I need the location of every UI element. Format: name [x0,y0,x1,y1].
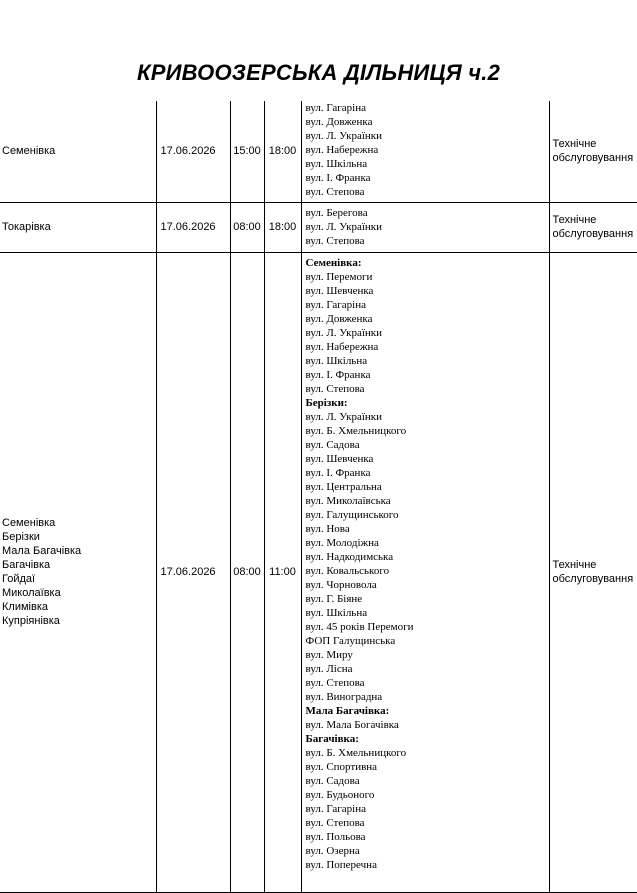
village-heading: Семенівка: [305,256,362,269]
end-time-cell: 11:00 [264,252,301,892]
street-item: вул. Л. Українки [305,410,383,423]
street-item: вул. Л. Українки [305,220,383,233]
street-item: вул. Виноградна [305,690,383,703]
work-type-cell: Технічне обслуговування [549,101,637,202]
street-item: вул. Галущинського [305,508,399,521]
street-item: вул. Л. Українки [305,130,383,142]
location-cell: Семенівка [0,101,156,202]
streets-cell [301,252,549,892]
street-item: вул. Берегова [305,206,368,219]
street-item: вул. Польова [305,830,366,843]
page-title: КРИВООЗЕРСЬКА ДІЛЬНИЦЯ ч.2 [136,60,501,85]
date-cell: 17.06.2026 [156,202,230,252]
street-item: вул. І. Франка [305,466,371,479]
end-time-cell: 18:00 [264,202,301,252]
street-item: вул. Садова [305,438,360,451]
street-item: вул. Мала Богачівка [305,718,399,731]
street-item: вул. Гагаріна [305,802,367,815]
start-time-cell: 08:00 [230,252,264,892]
street-item: вул. 45 років Перемоги [305,620,414,633]
street-item: вул. Довженка [305,116,373,128]
street-item: вул. Довженка [305,312,373,325]
village-heading: Багачівка: [305,732,359,745]
start-time-cell: 08:00 [230,202,264,252]
street-item: вул. І. Франка [305,368,371,381]
location-item: Семенівка [2,517,56,529]
street-item: вул. Ковальського [305,564,390,577]
table-row [0,101,637,202]
table-row [0,252,637,892]
street-item: ФОП Галущинська [305,634,396,647]
street-item: вул. Гагаріна [305,102,367,114]
location-item: Миколаївка [2,587,61,599]
street-item: вул. Миру [305,648,353,661]
street-item: вул. Молодіжна [305,536,379,549]
street-item: вул. Садова [305,774,360,787]
street-item: вул. Степова [305,676,365,689]
location-item: Берізки [2,531,40,543]
street-item: вул. Л. Українки [305,326,383,339]
street-item: вул. Б. Хмельницкого [305,424,407,437]
street-item: вул. Перемоги [305,270,373,283]
location-item: Багачівка [2,559,51,571]
streets-cell [301,202,549,252]
street-item: вул. Будьоного [305,788,375,801]
street-item: вул. Чорновола [305,578,377,591]
location-item: Гойдаї [2,573,36,585]
street-item: вул. Спортивна [305,760,378,773]
street-item: вул. Степова [305,816,365,829]
location-item: Мала Багачівка [2,545,82,557]
street-item: вул. Г. Біяне [305,592,363,605]
location-cell: Токарівка [0,202,156,252]
village-heading: Берізки: [305,396,348,409]
start-time-cell: 15:00 [230,101,264,202]
street-item: вул. Б. Хмельницкого [305,746,407,759]
street-item: вул. Миколаївська [305,494,391,507]
location-item: Климівка [2,601,48,613]
work-type-cell: Технічне обслуговування [549,202,637,252]
street-item: вул. Шкільна [305,354,368,367]
street-item: вул. Набережна [305,144,379,156]
street-item: вул. Шевченка [305,284,374,297]
street-item: вул. Степова [305,234,365,247]
work-type-cell: Технічне обслуговування [549,252,637,892]
street-item: вул. Степова [305,382,365,395]
street-item: вул. Озерна [305,844,360,857]
street-item: вул. Поперечна [305,858,377,871]
street-item: вул. І. Франка [305,172,371,184]
street-item: вул. Центральна [305,480,382,493]
street-item: вул. Нова [305,522,350,535]
end-time-cell: 18:00 [264,101,301,202]
street-item: вул. Шкільна [305,606,368,619]
date-cell: 17.06.2026 [156,252,230,892]
date-cell: 17.06.2026 [156,101,230,202]
location-item: Купріянівка [2,615,60,627]
village-heading: Мала Багачівка: [305,704,390,717]
street-item: вул. Шевченка [305,452,374,465]
street-item: вул. Надкодимська [305,550,394,563]
street-item: вул. Гагаріна [305,298,367,311]
street-item: вул. Набережна [305,340,379,353]
street-item: вул. Лісна [305,662,353,675]
streets-cell [301,101,549,202]
outage-table [0,101,637,893]
table-row [0,202,637,252]
street-item: вул. Степова [305,186,365,198]
street-item: вул. Шкільна [305,158,368,170]
location-cell [0,252,156,892]
